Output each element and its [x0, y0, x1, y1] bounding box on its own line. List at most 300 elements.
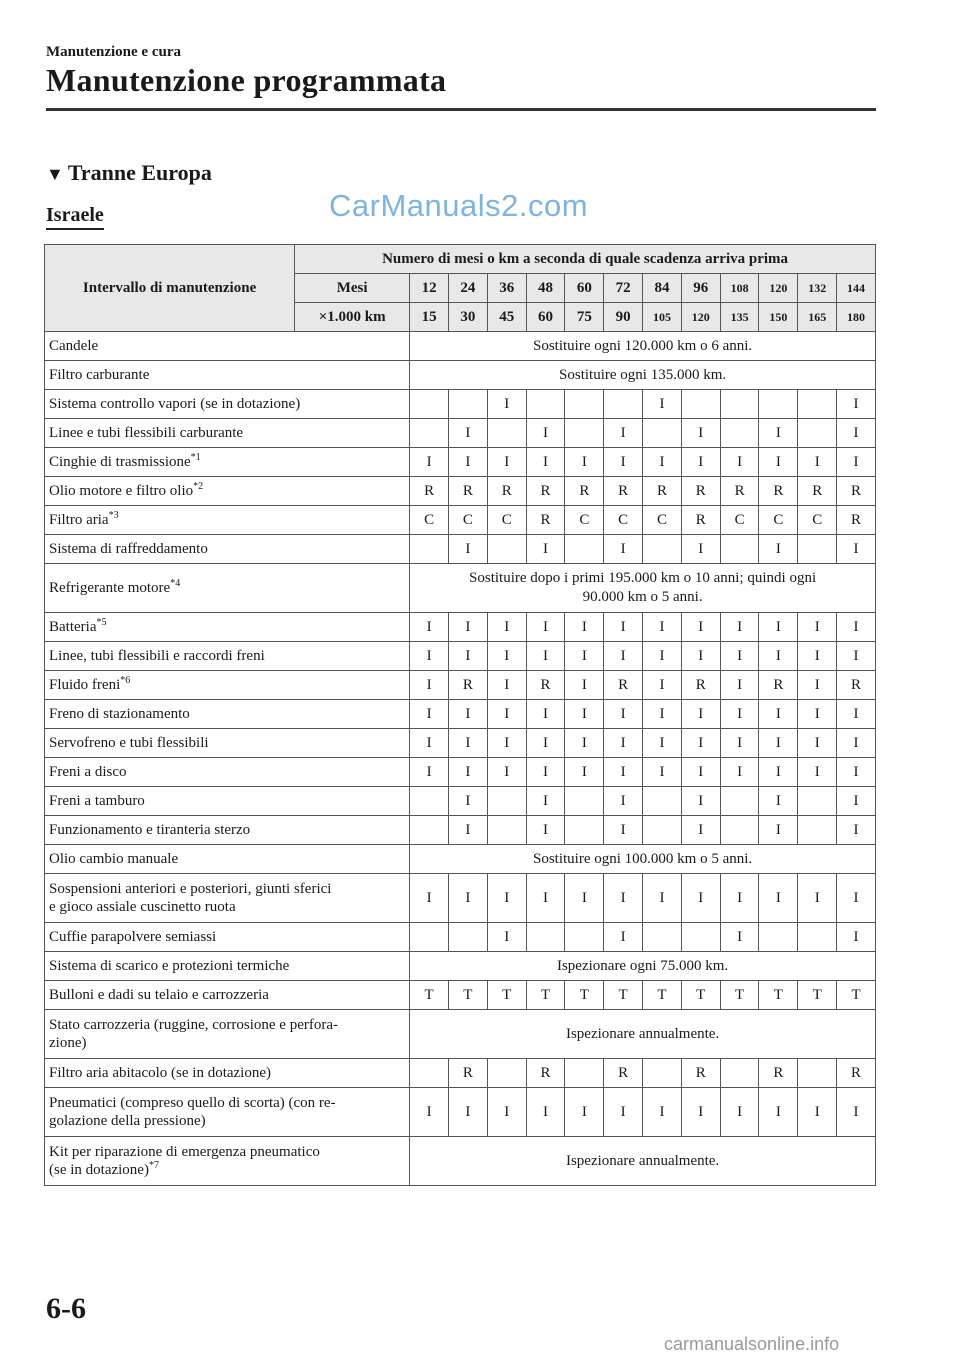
schedule-note — [410, 564, 876, 613]
schedule-cell: I — [604, 874, 643, 923]
schedule-cell: R — [448, 671, 487, 700]
schedule-cell: I — [410, 642, 449, 671]
header-km-75: 75 — [565, 303, 604, 332]
schedule-cell: I — [837, 448, 876, 477]
subsection-title: Tranne Europa — [67, 160, 212, 185]
header-month-24: 24 — [448, 274, 487, 303]
schedule-note: Sostituire ogni 100.000 km o 5 anni. — [410, 845, 876, 874]
maintenance-table — [44, 244, 876, 1186]
table-row — [45, 874, 876, 923]
schedule-cell: I — [798, 1088, 837, 1137]
schedule-cell: I — [604, 758, 643, 787]
footer-watermark: carmanualsonline.info — [664, 1334, 840, 1354]
row-item-label — [45, 787, 410, 816]
schedule-cell — [720, 787, 759, 816]
row-item-label — [45, 477, 410, 506]
schedule-cell: R — [681, 1059, 720, 1088]
schedule-cell — [643, 1059, 682, 1088]
schedule-cell: T — [643, 981, 682, 1010]
schedule-cell: R — [526, 671, 565, 700]
schedule-cell — [487, 1059, 526, 1088]
schedule-cell: I — [759, 1088, 798, 1137]
schedule-cell: I — [565, 671, 604, 700]
schedule-cell: C — [410, 506, 449, 535]
schedule-cell: I — [526, 1088, 565, 1137]
schedule-cell: I — [681, 613, 720, 642]
schedule-cell: I — [720, 671, 759, 700]
schedule-cell: I — [720, 700, 759, 729]
header-month-108: 108 — [720, 274, 759, 303]
schedule-cell: I — [565, 613, 604, 642]
schedule-cell — [759, 923, 798, 952]
schedule-cell: I — [487, 448, 526, 477]
row-item-label — [45, 1059, 410, 1088]
row-item-label — [45, 564, 410, 613]
schedule-cell: I — [487, 1088, 526, 1137]
schedule-cell: R — [681, 477, 720, 506]
schedule-cell: T — [410, 981, 449, 1010]
table-row — [45, 642, 876, 671]
schedule-cell: T — [565, 981, 604, 1010]
schedule-cell — [565, 787, 604, 816]
table-row — [45, 845, 876, 874]
schedule-cell — [410, 816, 449, 845]
row-item-label — [45, 1137, 410, 1186]
header-month-60: 60 — [565, 274, 604, 303]
schedule-cell: R — [798, 477, 837, 506]
row-item-line1: Sospensioni anteriori e posteriori, giunti sferici — [49, 881, 332, 897]
schedule-note: Sostituire ogni 135.000 km. — [410, 361, 876, 390]
schedule-cell — [565, 816, 604, 845]
schedule-cell: I — [643, 448, 682, 477]
region-heading: Israele — [46, 204, 104, 230]
row-item-text: Cinghie di trasmissione — [49, 454, 191, 470]
schedule-cell: I — [604, 700, 643, 729]
page-title: Manutenzione programmata — [46, 62, 447, 98]
schedule-cell: C — [487, 506, 526, 535]
schedule-cell: I — [604, 535, 643, 564]
schedule-cell: I — [604, 613, 643, 642]
schedule-cell: C — [643, 506, 682, 535]
row-item-label — [45, 729, 410, 758]
schedule-cell — [643, 816, 682, 845]
header-month-72: 72 — [604, 274, 643, 303]
schedule-cell: I — [837, 923, 876, 952]
schedule-cell: T — [487, 981, 526, 1010]
row-item-text: Freno di stazionamento — [49, 706, 190, 722]
schedule-cell: I — [837, 816, 876, 845]
row-item-line1: Pneumatici (compreso quello di scorta) (con re- — [49, 1095, 336, 1111]
schedule-cell: I — [837, 390, 876, 419]
schedule-cell: I — [526, 787, 565, 816]
schedule-cell: I — [604, 729, 643, 758]
schedule-cell: I — [448, 816, 487, 845]
table-row — [45, 1088, 876, 1137]
row-item-label — [45, 874, 410, 923]
header-km-135: 135 — [720, 303, 759, 332]
schedule-note-line1: Sostituire dopo i primi 195.000 km o 10 anni; quindi ogni — [469, 570, 817, 586]
schedule-cell: I — [448, 448, 487, 477]
schedule-cell: I — [798, 642, 837, 671]
table-row — [45, 535, 876, 564]
subsection-heading — [46, 160, 212, 186]
schedule-cell: I — [681, 419, 720, 448]
schedule-note-line2: 90.000 km o 5 anni. — [582, 589, 703, 605]
header-month-120: 120 — [759, 274, 798, 303]
schedule-cell: I — [643, 874, 682, 923]
schedule-cell: I — [720, 729, 759, 758]
row-item-label — [45, 332, 410, 361]
row-item-label — [45, 923, 410, 952]
schedule-cell: I — [720, 613, 759, 642]
row-item-text: Filtro aria — [49, 512, 109, 528]
table-row — [45, 419, 876, 448]
schedule-cell: T — [526, 981, 565, 1010]
schedule-cell: I — [681, 1088, 720, 1137]
header-month-36: 36 — [487, 274, 526, 303]
schedule-cell: I — [487, 390, 526, 419]
row-item-label — [45, 700, 410, 729]
schedule-cell: I — [720, 923, 759, 952]
schedule-cell: I — [643, 758, 682, 787]
schedule-cell: I — [604, 1088, 643, 1137]
schedule-cell: I — [837, 758, 876, 787]
schedule-cell: I — [487, 613, 526, 642]
schedule-cell: I — [526, 448, 565, 477]
schedule-cell — [448, 390, 487, 419]
schedule-cell: I — [759, 535, 798, 564]
schedule-cell: I — [565, 758, 604, 787]
schedule-cell: I — [681, 535, 720, 564]
triangle-down-icon: ▼ — [46, 164, 64, 184]
schedule-cell: I — [526, 729, 565, 758]
row-item-label — [45, 845, 410, 874]
table-row — [45, 332, 876, 361]
schedule-cell: I — [837, 535, 876, 564]
schedule-cell: C — [565, 506, 604, 535]
schedule-cell: I — [526, 613, 565, 642]
schedule-cell: I — [410, 700, 449, 729]
schedule-cell: I — [565, 729, 604, 758]
schedule-cell — [410, 923, 449, 952]
row-item-text: Candele — [49, 338, 99, 354]
row-item-line2: (se in dotazione) — [49, 1162, 149, 1178]
schedule-cell: R — [681, 506, 720, 535]
schedule-cell: I — [448, 1088, 487, 1137]
schedule-cell: I — [720, 874, 759, 923]
schedule-cell — [410, 787, 449, 816]
section-label: Manutenzione e cura — [46, 44, 181, 60]
schedule-cell: I — [448, 787, 487, 816]
schedule-cell: I — [759, 758, 798, 787]
schedule-cell: C — [604, 506, 643, 535]
table-row — [45, 564, 876, 613]
schedule-cell: I — [759, 787, 798, 816]
row-item-line1: Kit per riparazione di emergenza pneumatico — [49, 1144, 320, 1160]
table-row — [45, 981, 876, 1010]
schedule-cell — [798, 923, 837, 952]
schedule-cell: C — [759, 506, 798, 535]
schedule-cell: I — [448, 535, 487, 564]
footnote-ref: *2 — [193, 481, 204, 492]
table-row — [45, 671, 876, 700]
schedule-cell — [565, 535, 604, 564]
row-item-label — [45, 448, 410, 477]
schedule-cell: I — [410, 874, 449, 923]
schedule-cell: I — [759, 729, 798, 758]
schedule-cell — [798, 816, 837, 845]
schedule-cell: I — [487, 758, 526, 787]
schedule-cell: R — [448, 477, 487, 506]
schedule-cell: I — [681, 758, 720, 787]
schedule-cell: I — [604, 448, 643, 477]
row-item-text: Batteria — [49, 619, 97, 635]
row-item-text: Olio cambio manuale — [49, 851, 179, 867]
schedule-cell: I — [643, 390, 682, 419]
schedule-cell: R — [720, 477, 759, 506]
row-item-text: Linee e tubi flessibili carburante — [49, 425, 244, 441]
schedule-cell: R — [837, 1059, 876, 1088]
schedule-cell: T — [798, 981, 837, 1010]
footnote-ref: *6 — [120, 675, 131, 686]
schedule-cell — [643, 923, 682, 952]
schedule-cell — [448, 923, 487, 952]
schedule-cell: I — [720, 758, 759, 787]
schedule-cell: C — [798, 506, 837, 535]
schedule-cell: R — [643, 477, 682, 506]
table-row — [45, 1059, 876, 1088]
header-km-15: 15 — [410, 303, 449, 332]
schedule-cell: R — [487, 477, 526, 506]
schedule-cell — [798, 390, 837, 419]
schedule-cell: T — [448, 981, 487, 1010]
table-row — [45, 477, 876, 506]
header-months-label: Mesi — [295, 274, 410, 303]
schedule-cell: R — [526, 506, 565, 535]
schedule-cell: I — [448, 758, 487, 787]
schedule-cell — [487, 787, 526, 816]
schedule-cell: I — [448, 700, 487, 729]
table-row — [45, 923, 876, 952]
header-km-150: 150 — [759, 303, 798, 332]
row-item-text: Cuffie parapolvere semiassi — [49, 929, 217, 945]
schedule-cell: I — [681, 874, 720, 923]
schedule-cell: I — [487, 729, 526, 758]
schedule-cell: C — [720, 506, 759, 535]
table-row — [45, 448, 876, 477]
row-item-text: Sistema di raffreddamento — [49, 541, 208, 557]
header-km-60: 60 — [526, 303, 565, 332]
row-item-text: Olio motore e filtro olio — [49, 483, 194, 499]
schedule-cell: R — [759, 671, 798, 700]
schedule-cell: I — [604, 642, 643, 671]
schedule-cell: I — [681, 448, 720, 477]
table-row — [45, 390, 876, 419]
schedule-note: Sostituire ogni 120.000 km o 6 anni. — [410, 332, 876, 361]
header-month-84: 84 — [643, 274, 682, 303]
schedule-cell: I — [798, 671, 837, 700]
schedule-cell: I — [643, 1088, 682, 1137]
schedule-cell — [410, 419, 449, 448]
schedule-cell — [720, 419, 759, 448]
row-item-text: Bulloni e dadi su telaio e carrozzeria — [49, 987, 269, 1003]
schedule-cell — [487, 419, 526, 448]
schedule-cell: I — [487, 874, 526, 923]
schedule-cell: I — [410, 671, 449, 700]
row-item-line1: Stato carrozzeria (ruggine, corrosione e perfora- — [49, 1017, 339, 1033]
schedule-cell: I — [565, 448, 604, 477]
row-item-label — [45, 535, 410, 564]
schedule-cell: I — [448, 419, 487, 448]
schedule-cell — [604, 390, 643, 419]
schedule-cell: I — [526, 816, 565, 845]
schedule-cell — [681, 923, 720, 952]
row-item-label — [45, 1010, 410, 1059]
schedule-cell: R — [526, 477, 565, 506]
schedule-cell: I — [565, 700, 604, 729]
schedule-cell: I — [526, 535, 565, 564]
title-divider — [46, 108, 876, 111]
schedule-cell: I — [487, 642, 526, 671]
schedule-cell — [410, 1059, 449, 1088]
schedule-cell: I — [837, 700, 876, 729]
watermark: CarManuals2.com — [329, 188, 589, 223]
row-item-label — [45, 642, 410, 671]
footnote-ref: *4 — [170, 578, 181, 589]
schedule-note: Ispezionare annualmente. — [410, 1137, 876, 1186]
header-km-30: 30 — [448, 303, 487, 332]
schedule-cell: R — [448, 1059, 487, 1088]
schedule-cell: I — [643, 671, 682, 700]
schedule-cell: I — [604, 816, 643, 845]
schedule-cell — [643, 419, 682, 448]
schedule-cell: I — [759, 448, 798, 477]
table-row — [45, 1010, 876, 1059]
row-item-text: Sistema controllo vapori (se in dotazione) — [49, 396, 301, 412]
header-km-105: 105 — [643, 303, 682, 332]
row-item-line2: e gioco assiale cuscinetto ruota — [49, 899, 236, 915]
schedule-cell: I — [565, 1088, 604, 1137]
table-row — [45, 700, 876, 729]
row-item-text: Refrigerante motore — [49, 580, 171, 596]
schedule-cell: I — [837, 419, 876, 448]
table-row — [45, 787, 876, 816]
schedule-cell: I — [410, 729, 449, 758]
schedule-cell: I — [798, 874, 837, 923]
row-item-text: Filtro aria abitacolo (se in dotazione) — [49, 1065, 272, 1081]
header-km-165: 165 — [798, 303, 837, 332]
row-item-label — [45, 952, 410, 981]
schedule-cell — [410, 535, 449, 564]
schedule-cell: R — [759, 1059, 798, 1088]
table-row — [45, 729, 876, 758]
schedule-cell: I — [526, 419, 565, 448]
schedule-cell: I — [798, 700, 837, 729]
schedule-cell: R — [759, 477, 798, 506]
header-month-132: 132 — [798, 274, 837, 303]
schedule-cell: R — [604, 671, 643, 700]
footnote-ref: *3 — [108, 510, 119, 521]
page-number: 6-6 — [46, 1292, 86, 1325]
header-km-label: ×1.000 km — [295, 303, 410, 332]
row-item-line2: zione) — [49, 1035, 87, 1051]
schedule-cell: T — [681, 981, 720, 1010]
schedule-cell: I — [487, 671, 526, 700]
row-item-label — [45, 671, 410, 700]
schedule-cell: I — [720, 448, 759, 477]
schedule-cell: I — [681, 787, 720, 816]
header-row-group — [45, 245, 876, 274]
schedule-note: Ispezionare annualmente. — [410, 1010, 876, 1059]
table-row — [45, 1137, 876, 1186]
schedule-cell: I — [759, 874, 798, 923]
header-interval: Intervallo di manutenzione — [45, 245, 295, 332]
schedule-cell: I — [643, 729, 682, 758]
header-month-48: 48 — [526, 274, 565, 303]
row-item-text: Servofreno e tubi flessibili — [49, 735, 209, 751]
schedule-cell — [720, 390, 759, 419]
schedule-cell: I — [448, 874, 487, 923]
schedule-cell: I — [643, 700, 682, 729]
header-km-180: 180 — [837, 303, 876, 332]
schedule-cell: T — [759, 981, 798, 1010]
schedule-cell: I — [448, 729, 487, 758]
schedule-cell — [643, 787, 682, 816]
table-row — [45, 361, 876, 390]
schedule-cell: I — [681, 700, 720, 729]
table-row — [45, 506, 876, 535]
footnote-ref: *5 — [96, 617, 107, 628]
schedule-cell — [565, 1059, 604, 1088]
schedule-cell: I — [565, 874, 604, 923]
schedule-cell: T — [837, 981, 876, 1010]
schedule-cell: I — [681, 816, 720, 845]
schedule-cell: I — [565, 642, 604, 671]
schedule-cell — [720, 816, 759, 845]
row-item-label — [45, 361, 410, 390]
schedule-cell: I — [837, 787, 876, 816]
schedule-cell: I — [604, 419, 643, 448]
schedule-cell: I — [410, 758, 449, 787]
schedule-cell: I — [720, 1088, 759, 1137]
schedule-cell: R — [410, 477, 449, 506]
schedule-cell: I — [448, 613, 487, 642]
row-item-label — [45, 613, 410, 642]
schedule-cell: I — [759, 419, 798, 448]
schedule-cell — [526, 390, 565, 419]
schedule-cell — [526, 923, 565, 952]
schedule-cell — [798, 1059, 837, 1088]
schedule-cell: I — [526, 874, 565, 923]
schedule-cell: R — [526, 1059, 565, 1088]
schedule-cell: I — [837, 613, 876, 642]
schedule-cell — [798, 535, 837, 564]
row-item-label — [45, 390, 410, 419]
schedule-cell: I — [759, 816, 798, 845]
schedule-cell: I — [526, 758, 565, 787]
schedule-cell: R — [604, 477, 643, 506]
schedule-cell — [565, 390, 604, 419]
row-item-text: Freni a disco — [49, 764, 127, 780]
schedule-cell: I — [798, 448, 837, 477]
schedule-cell: I — [837, 729, 876, 758]
header-month-96: 96 — [681, 274, 720, 303]
schedule-cell — [681, 390, 720, 419]
schedule-cell: R — [837, 506, 876, 535]
footnote-ref: *7 — [148, 1160, 159, 1171]
row-item-label — [45, 419, 410, 448]
schedule-cell: R — [681, 671, 720, 700]
